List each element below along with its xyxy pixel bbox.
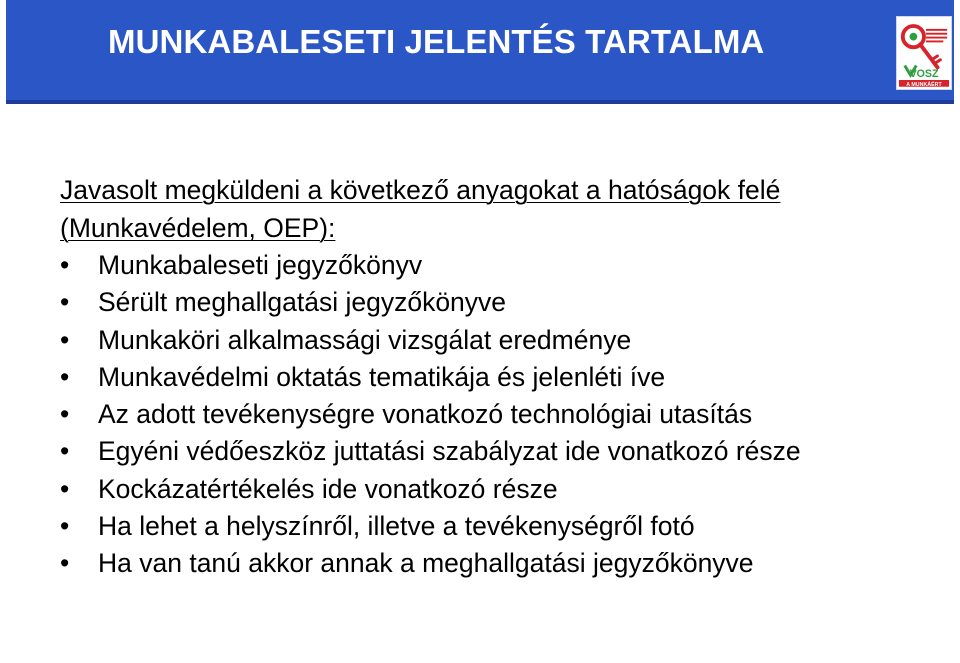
list-item-text: Sérült meghallgatási jegyzőkönyve <box>98 287 507 318</box>
header-bar <box>6 0 954 104</box>
logo-main-text: VOSZ <box>909 68 939 81</box>
list-item <box>60 247 900 284</box>
list-item <box>60 471 900 508</box>
bullet-dot-icon: • <box>60 473 70 504</box>
list-item <box>60 545 900 582</box>
list-item-text: Egyéni védőeszköz juttatási szabályzat ide vonatkozó része <box>98 436 801 467</box>
intro-text: Javasolt megküldeni a következő anyagokat a hatóságok felé (Munkavédelem, OEP): <box>60 175 781 243</box>
list-item-text: Munkabaleseti jegyzőkönyv <box>98 250 423 280</box>
list-item-text: Munkavédelmi oktatás tematikája és jelenléti íve <box>98 361 666 392</box>
list-item <box>60 433 900 470</box>
bullet-list <box>60 247 900 583</box>
list-item <box>60 322 900 359</box>
bullet-dot-icon: • <box>60 548 70 579</box>
bullet-dot-icon: • <box>60 436 70 467</box>
bullet-dot-icon: • <box>60 361 70 392</box>
bullet-dot-icon: • <box>60 511 70 542</box>
list-item <box>60 508 900 545</box>
list-item-text: Az adott tevékenységre vonatkozó technológiai utasítás <box>98 399 753 430</box>
logo-bottom-text: A MUNKÁÉRT <box>906 81 942 88</box>
bullet-dot-icon: • <box>60 250 70 280</box>
bullet-dot-icon: • <box>60 399 70 430</box>
list-item-text: Kockázatértékelés ide vonatkozó része <box>98 473 558 504</box>
bullet-dot-icon: • <box>60 287 70 318</box>
list-item <box>60 359 900 396</box>
logo-graphic <box>897 17 951 89</box>
page-title: MUNKABALESETI JELENTÉS TARTALMA <box>108 23 765 60</box>
list-item <box>60 284 900 321</box>
list-item <box>60 396 900 433</box>
list-item-text: Ha lehet a helyszínről, illetve a tevékenységről fotó <box>98 511 695 542</box>
list-item-text: Ha van tanú akkor annak a meghallgatási jegyzőkönyve <box>98 548 754 579</box>
vosz-key-logo-icon <box>896 16 952 90</box>
bullet-dot-icon: • <box>60 324 70 355</box>
list-item-text: Munkaköri alkalmassági vizsgálat eredménye <box>98 324 632 355</box>
